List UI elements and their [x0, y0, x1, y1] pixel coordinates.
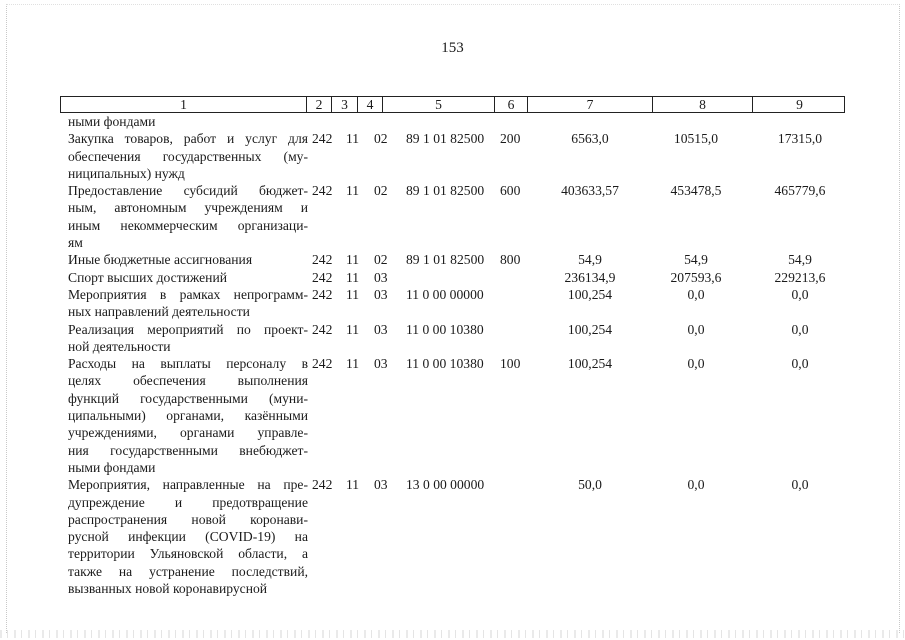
row-description	[68, 182, 308, 251]
header-col-9: 9	[796, 97, 803, 112]
description-line: Мероприятия, направленные на пре-	[68, 477, 308, 493]
description-line: функций государственными (муни-	[68, 390, 308, 406]
description-line: Реализация мероприятий по проект-	[68, 321, 308, 337]
cell-c5: 89 1 01 82500	[406, 252, 485, 268]
table-row	[60, 251, 845, 268]
header-col-8: 8	[653, 97, 753, 112]
description-line: ям	[68, 235, 83, 251]
header-col-5: 5	[383, 97, 495, 112]
cell-c3: 11	[346, 286, 360, 302]
scan-artifact	[0, 630, 905, 638]
cell-c2: 242	[312, 252, 333, 268]
description-line: распространения новой коронави-	[68, 511, 308, 527]
description-line: ных направлений деятельности	[68, 304, 250, 320]
table-row	[60, 182, 845, 251]
cell-c6: 100	[500, 356, 521, 372]
table-row	[60, 476, 845, 597]
description-line: ной деятельности	[68, 338, 171, 354]
description-line: ными фондами	[68, 114, 156, 129]
cell-c8: 0,0	[687, 477, 705, 493]
cell-c5: 89 1 01 82500	[406, 183, 485, 199]
description-line: Спорт высших достижений	[68, 269, 227, 285]
cell-c2: 242	[312, 269, 333, 285]
description-line: ния государственными внебюджет-	[68, 442, 308, 458]
cell-c9: 465779,6	[774, 183, 826, 199]
row-description	[68, 286, 308, 321]
table-row	[60, 321, 845, 356]
cell-c3: 11	[346, 269, 360, 285]
header-col-3: 3	[332, 97, 358, 112]
cell-c4: 03	[374, 356, 388, 372]
header-col-1: 1	[61, 97, 307, 112]
cell-c3: 11	[346, 356, 360, 372]
description-line: территории Ульяновской области, а	[68, 546, 308, 562]
table-row	[60, 113, 845, 130]
cell-c4: 03	[374, 321, 388, 337]
description-line: также на устранение последствий,	[68, 563, 308, 579]
description-line: Мероприятия в рамках непрограмм-	[68, 286, 308, 302]
description-line: дупреждение и предотвращение	[68, 494, 308, 510]
cell-c8: 54,9	[684, 252, 708, 268]
cell-c4: 03	[374, 477, 388, 493]
description-line: ным, автономным учреждениям и	[68, 200, 308, 216]
description-line: целях обеспечения выполнения	[68, 373, 308, 389]
cell-c2: 242	[312, 477, 333, 493]
cell-c3: 11	[346, 131, 360, 147]
cell-c9: 17315,0	[777, 131, 823, 147]
row-description	[68, 113, 308, 130]
cell-c4: 02	[374, 131, 388, 147]
header-col-6: 6	[495, 97, 528, 112]
description-line: Иные бюджетные ассигнования	[68, 252, 253, 268]
description-line: русной инфекции (COVID-19) на	[68, 529, 308, 545]
cell-c5: 11 0 00 10380	[406, 356, 484, 372]
description-line: Предоставление субсидий бюджет-	[68, 183, 308, 199]
cell-c7: 100,254	[567, 286, 613, 302]
description-line: Расходы на выплаты персоналу в	[68, 356, 308, 372]
cell-c6: 600	[500, 183, 521, 199]
description-line: ными фондами	[68, 459, 156, 475]
table-row	[60, 130, 845, 182]
cell-c3: 11	[346, 321, 360, 337]
description-line: учреждениями, органами управле-	[68, 425, 308, 441]
cell-c2: 242	[312, 131, 333, 147]
cell-c7: 100,254	[567, 356, 613, 372]
cell-c2: 242	[312, 356, 333, 372]
cell-c9: 0,0	[791, 321, 809, 337]
table-header	[60, 96, 845, 113]
cell-c3: 11	[346, 477, 360, 493]
cell-c4: 03	[374, 269, 388, 285]
row-description	[68, 321, 308, 356]
cell-c8: 207593,6	[670, 269, 722, 285]
header-col-4: 4	[358, 97, 383, 112]
row-description	[68, 130, 308, 182]
cell-c4: 03	[374, 286, 388, 302]
cell-c8: 0,0	[687, 286, 705, 302]
cell-c8: 0,0	[687, 356, 705, 372]
description-line: ниципальных) нужд	[68, 165, 185, 181]
header-col-7: 7	[528, 97, 653, 112]
cell-c7: 6563,0	[571, 131, 609, 147]
description-line: иным некоммерческим организаци-	[68, 217, 308, 233]
cell-c5: 11 0 00 10380	[406, 321, 484, 337]
cell-c5: 89 1 01 82500	[406, 131, 485, 147]
cell-c9: 0,0	[791, 356, 809, 372]
description-line: ципальными) органами, казёнными	[68, 408, 308, 424]
cell-c7: 403633,57	[561, 183, 619, 199]
table-row	[60, 355, 845, 476]
row-description	[68, 476, 308, 597]
cell-c5: 13 0 00 00000	[406, 477, 485, 493]
table-body	[60, 113, 845, 597]
cell-c9: 229213,6	[774, 269, 826, 285]
page-number: 153	[441, 40, 464, 56]
cell-c9: 54,9	[788, 252, 812, 268]
cell-c8: 453478,5	[670, 183, 722, 199]
description-line: Закупка товаров, работ и услуг для	[68, 131, 308, 147]
cell-c7: 50,0	[578, 477, 602, 493]
cell-c3: 11	[346, 183, 360, 199]
cell-c4: 02	[374, 252, 388, 268]
row-description	[68, 355, 308, 476]
cell-c7: 236134,9	[564, 269, 616, 285]
table-row	[60, 286, 845, 321]
cell-c7: 54,9	[578, 252, 602, 268]
cell-c6: 800	[500, 252, 521, 268]
row-description	[68, 251, 308, 268]
description-line: вызванных новой коронавирусной	[68, 581, 268, 597]
cell-c5: 11 0 00 00000	[406, 286, 484, 302]
description-line: обеспечения государственных (му-	[68, 148, 308, 164]
cell-c7: 100,254	[567, 321, 613, 337]
cell-c4: 02	[374, 183, 388, 199]
cell-c8: 0,0	[687, 321, 705, 337]
cell-c2: 242	[312, 321, 333, 337]
budget-table	[60, 96, 845, 597]
header-col-2: 2	[307, 97, 332, 112]
cell-c8: 10515,0	[673, 131, 719, 147]
cell-c9: 0,0	[791, 286, 809, 302]
cell-c3: 11	[346, 252, 360, 268]
cell-c2: 242	[312, 286, 333, 302]
cell-c6: 200	[500, 131, 521, 147]
cell-c2: 242	[312, 183, 333, 199]
cell-c9: 0,0	[791, 477, 809, 493]
row-description	[68, 269, 308, 286]
table-row	[60, 269, 845, 286]
